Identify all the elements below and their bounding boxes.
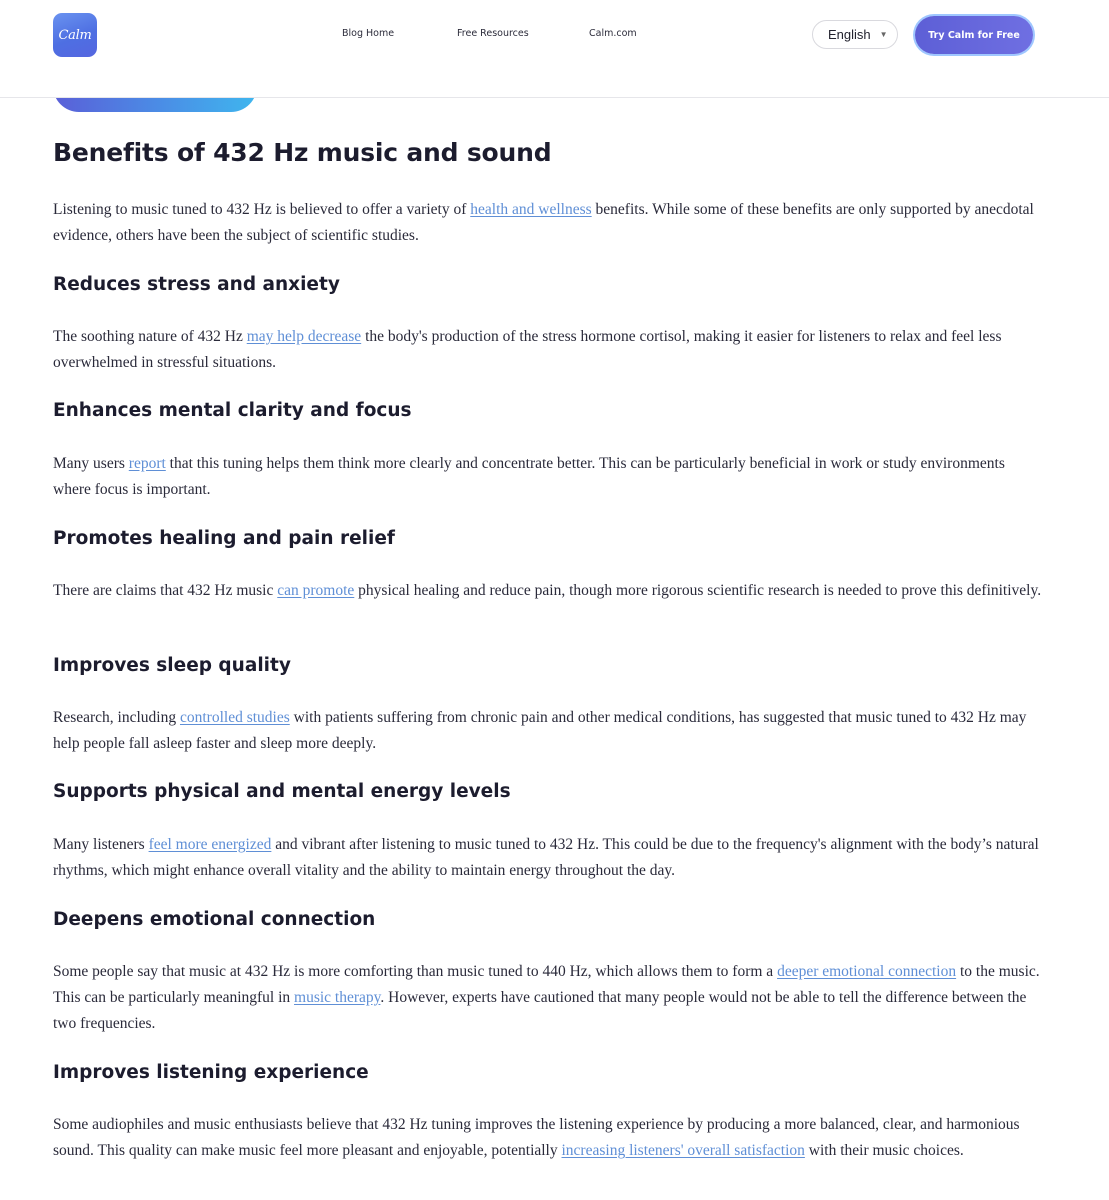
text-run: . However, experts have cautioned that many people would not be able to tell the difference between the two frequencies. <box>53 989 1027 1032</box>
paragraph-reduces-stress <box>53 324 1043 376</box>
site-header <box>0 0 1109 98</box>
calm-logo[interactable] <box>53 13 97 57</box>
paragraph-mental-clarity <box>53 451 1043 503</box>
article-title: Benefits of 432 Hz music and sound <box>53 138 552 167</box>
text-run: and vibrant after listening to music tuned to 432 Hz. This could be due to the frequency's alignment with the body’s natural rhythms, which might enhance overall vitality and the ability to maintain energy throughout the day. <box>53 836 1039 879</box>
heading-energy: Supports physical and mental energy levels <box>53 781 511 802</box>
paragraph-sleep <box>53 705 1043 757</box>
text-run: benefits. While some of these benefits are only supported by anecdotal evidence, others have been the subject of scientific studies. <box>53 201 1034 244</box>
link-can-promote[interactable]: can promote <box>277 582 355 599</box>
heading-reduces-stress: Reduces stress and anxiety <box>53 274 340 295</box>
text-run: Some people say that music at 432 Hz is more comforting than music tuned to 440 Hz, which allows them to form a <box>53 963 778 980</box>
text-run: physical healing and reduce pain, though more rigorous scientific research is needed to prove this definitively. <box>354 582 1042 599</box>
text-run: that this tuning helps them think more clearly and concentrate better. This can be particularly beneficial in work or study environments where focus is important. <box>53 455 1005 498</box>
text-run: Listening to music tuned to 432 Hz is believed to offer a variety of <box>53 201 471 218</box>
link-deeper-emotional-connection[interactable]: deeper emotional connection <box>777 963 957 980</box>
text-run: with patients suffering from chronic pain and other medical conditions, has suggested that music tuned to 432 Hz may help people fall asleep faster and sleep more deeply. <box>53 709 1027 752</box>
link-feel-more-energized[interactable]: feel more energized <box>148 836 272 853</box>
text-run: Some audiophiles and music enthusiasts believe that 432 Hz tuning improves the listening experience by producing a more balanced, clear, and harmonious sound. This quality can make music feel more pleasant and enjoyable, potentially <box>53 1116 1020 1159</box>
text-run: Research, including <box>53 709 180 726</box>
paragraph-healing <box>53 578 1043 604</box>
link-health-and-wellness[interactable]: health and wellness <box>470 201 592 218</box>
nav-calm-com[interactable]: Calm.com <box>589 28 637 39</box>
link-increasing-satisfaction[interactable]: increasing listeners' overall satisfaction <box>561 1142 805 1159</box>
link-music-therapy[interactable]: music therapy <box>294 989 381 1006</box>
heading-emotional: Deepens emotional connection <box>53 909 376 930</box>
text-run: The soothing nature of 432 Hz <box>53 328 247 345</box>
try-calm-button[interactable]: Try Calm for Free <box>915 16 1033 54</box>
paragraph-energy <box>53 832 1043 884</box>
link-may-help-decrease[interactable]: may help decrease <box>246 328 362 345</box>
caret-down-icon: ▼ <box>879 30 888 39</box>
link-report[interactable]: report <box>128 455 166 472</box>
paragraph-emotional <box>53 959 1043 1037</box>
text-run: with their music choices. <box>804 1142 964 1159</box>
paragraph-listening <box>53 1112 1043 1164</box>
heading-healing: Promotes healing and pain relief <box>53 528 395 549</box>
heading-mental-clarity: Enhances mental clarity and focus <box>53 400 412 421</box>
link-controlled-studies[interactable]: controlled studies <box>179 709 290 726</box>
text-run: Many listeners <box>53 836 149 853</box>
nav-free-resources[interactable]: Free Resources <box>457 28 529 39</box>
intro-paragraph <box>53 197 1043 249</box>
heading-listening: Improves listening experience <box>53 1062 369 1083</box>
language-select[interactable] <box>812 20 898 49</box>
language-value: English <box>828 27 871 42</box>
logo-text: Calm <box>58 27 92 43</box>
text-run: There are claims that 432 Hz music <box>53 582 278 599</box>
heading-sleep: Improves sleep quality <box>53 655 291 676</box>
text-run: Many users <box>53 455 129 472</box>
text-run: the body's production of the stress hormone cortisol, making it easier for listeners to relax and feel less overwhelmed in stressful situations. <box>53 328 1002 371</box>
text-run: to the music. This can be particularly meaningful in <box>53 963 1040 1006</box>
nav-blog-home[interactable]: Blog Home <box>342 28 395 39</box>
